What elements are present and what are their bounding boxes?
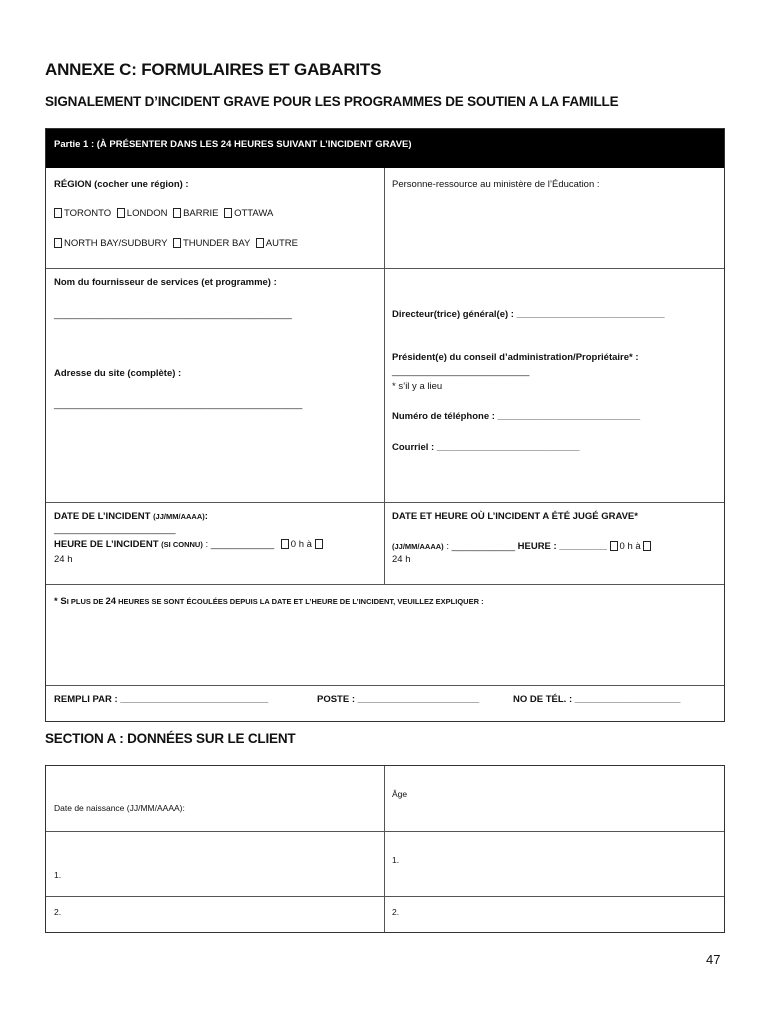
time-range-checkbox[interactable] — [281, 539, 289, 549]
judged-range-end-checkbox[interactable] — [643, 541, 651, 551]
region-row-1: TORONTO LONDON BARRIE OTTAWA — [54, 208, 273, 219]
row1-right: 1. — [392, 855, 400, 865]
row2-right: 2. — [392, 907, 400, 917]
region-toronto-checkbox[interactable] — [54, 208, 62, 218]
region-other-checkbox[interactable] — [256, 238, 264, 248]
filled-by-field[interactable]: REMPLI PAR : ____________________________ — [54, 694, 269, 705]
divider — [384, 502, 385, 584]
incident-time-field[interactable]: : ____________ — [205, 539, 275, 550]
phone-field[interactable]: Numéro de téléphone : ___________________________ — [392, 411, 641, 422]
phone-number-field[interactable]: NO DE TÉL. : ____________________ — [513, 694, 681, 705]
time-range-end-checkbox[interactable] — [315, 539, 323, 549]
divider — [384, 268, 385, 502]
row2-left: 2. — [54, 907, 62, 917]
form-subtitle: SIGNALEMENT D’INCIDENT GRAVE POUR LES PROGRAMMES DE SOUTIEN A LA FAMILLE — [45, 94, 619, 109]
director-field[interactable]: Directeur(trice) général(e) : ____________________________ — [392, 309, 665, 320]
president-label: Président(e) du conseil d’administration/Propriétaire* : — [392, 352, 639, 363]
judged-range-checkbox[interactable] — [610, 541, 618, 551]
page-number: 47 — [706, 952, 721, 967]
address-label: Adresse du site (complète) : — [54, 368, 182, 379]
email-field[interactable]: Courriel : ___________________________ — [392, 442, 580, 453]
divider — [46, 896, 724, 897]
region-label: RÉGION (cocher une région) : — [54, 179, 189, 190]
position-field[interactable]: POSTE : _______________________ — [317, 694, 480, 705]
region-ottawa-checkbox[interactable] — [224, 208, 232, 218]
region-thunder-bay-checkbox[interactable] — [173, 238, 181, 248]
incident-time-label: HEURE DE L’INCIDENT (SI CONNU) : ____________ 0 h à — [54, 539, 325, 550]
incident-date-field[interactable]: _______________________ — [54, 524, 176, 535]
judged-time-field[interactable]: HEURE : _________ — [517, 541, 607, 552]
judged-date-field[interactable]: : ____________ — [446, 541, 515, 552]
divider — [46, 685, 724, 686]
part1-header: Partie 1 : (À PRÉSENTER DANS LES 24 HEURES SUIVANT L’INCIDENT GRAVE) — [46, 129, 724, 168]
divider — [384, 766, 385, 932]
page-title: ANNEXE C: FORMULAIRES ET GABARITS — [45, 60, 382, 79]
region-row-2: NORTH BAY/SUDBURY THUNDER BAY AUTRE — [54, 238, 298, 249]
judged-range-end-text: 24 h — [392, 554, 411, 565]
divider — [46, 268, 724, 269]
address-field[interactable]: _______________________________________________ — [54, 399, 303, 410]
judged-time-row: (JJ/MM/AAAA) : ____________ HEURE : _________ 0 h à — [392, 541, 653, 552]
ministry-contact-label: Personne-ressource au ministère de l’Éducation : — [392, 179, 600, 190]
divider — [384, 168, 385, 268]
divider — [46, 584, 724, 585]
provider-label: Nom du fournisseur de services (et programme) : — [54, 277, 277, 288]
divider — [46, 502, 724, 503]
section-a-title: SECTION A : DONNÉES SUR LE CLIENT — [45, 731, 296, 746]
client-data-table — [45, 765, 725, 933]
age-label: Âge — [392, 789, 408, 799]
row1-left: 1. — [54, 870, 62, 880]
president-field[interactable]: __________________________ — [392, 366, 530, 377]
divider — [46, 831, 724, 832]
range-end-text: 24 h — [54, 554, 73, 565]
provider-field[interactable]: _____________________________________________ — [54, 309, 292, 320]
incident-report-part1 — [45, 128, 725, 722]
if-applicable-note: * s’il y a lieu — [392, 381, 443, 392]
incident-date-label: DATE DE L’INCIDENT (JJ/MM/AAAA): — [54, 511, 208, 522]
region-barrie-checkbox[interactable] — [173, 208, 181, 218]
region-london-checkbox[interactable] — [117, 208, 125, 218]
judged-serious-label: DATE ET HEURE OÙ L’INCIDENT A ÉTÉ JUGÉ GRAVE* — [392, 511, 638, 522]
region-north-bay-checkbox[interactable] — [54, 238, 62, 248]
dob-label: Date de naissance (JJ/MM/AAAA): — [54, 803, 185, 813]
over-24h-explain-label: * SI PLUS DE 24 HEURES SE SONT ÉCOULÉES DEPUIS LA DATE ET L’HEURE DE L’INCIDENT, VEUILLEZ EXPLIQUER : — [54, 596, 484, 607]
